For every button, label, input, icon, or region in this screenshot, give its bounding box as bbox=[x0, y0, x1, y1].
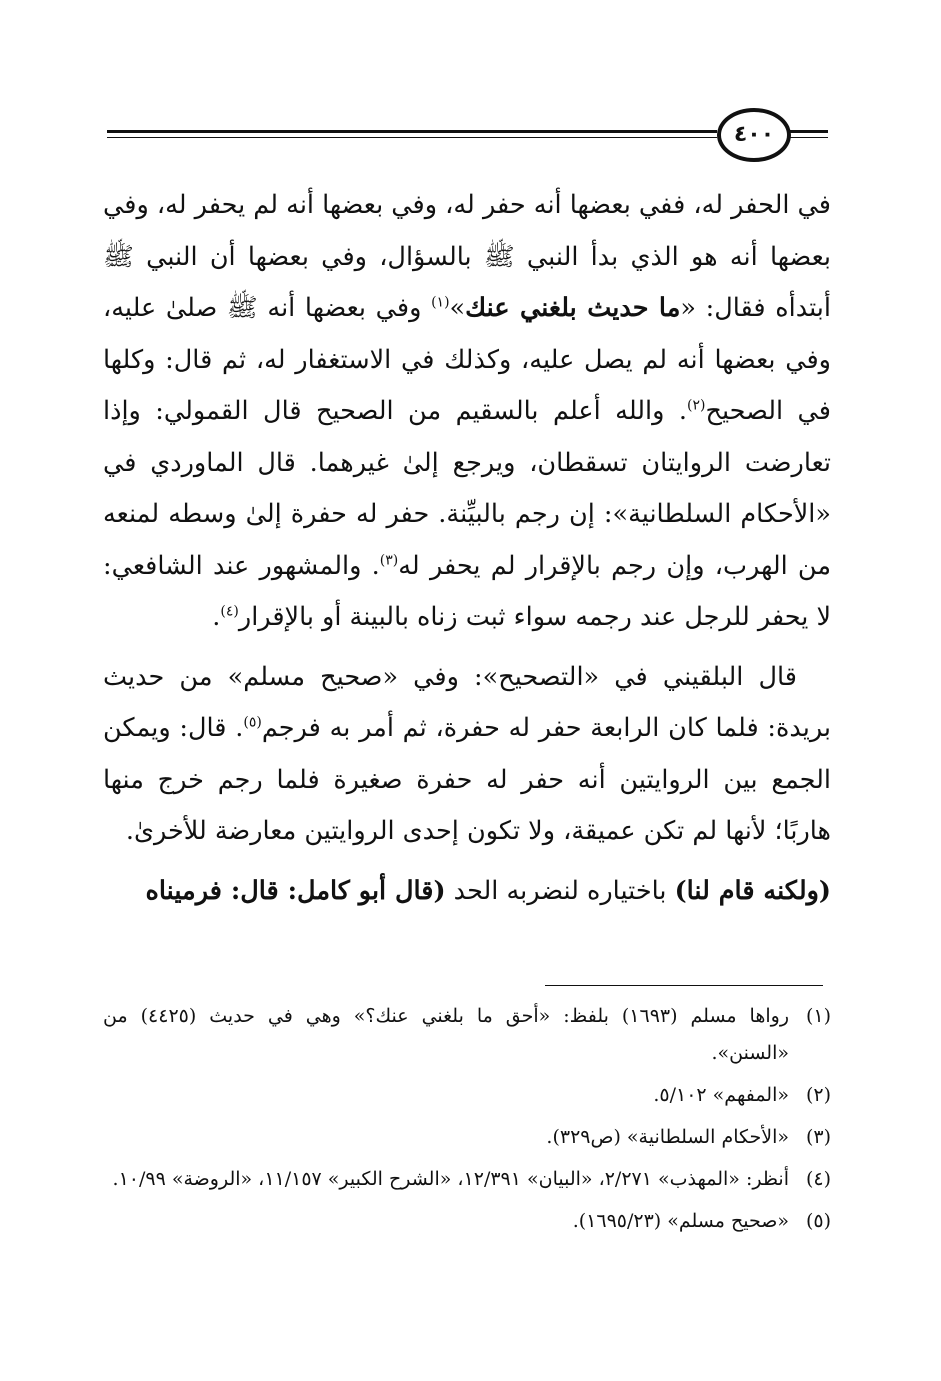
footnote-text: رواها مسلم (١٦٩٣) بلفظ: «أحق ما بلغني عنك؟» وهي في حديث (٤٤٢٥) من «السنن». bbox=[103, 1005, 789, 1064]
footnote-text: أنظر: «المهذب» ٢/٢٧١، «البيان» ١٢/٣٩١، «الشرح الكبير» ١١/١٥٧، «الروضة» ١٠/٩٩. bbox=[112, 1168, 789, 1190]
text-run: باختياره لنضربه الحد bbox=[445, 875, 675, 906]
footnote-ref-4[interactable]: (٤) bbox=[220, 603, 239, 620]
footnote-number: (٥) bbox=[805, 1210, 831, 1232]
bold-matn: (قال أبو كامل: قال: فرميناه bbox=[145, 875, 446, 906]
footnote-number: (١) bbox=[805, 1005, 831, 1027]
footnote-separator bbox=[545, 985, 823, 986]
paragraph-1 bbox=[103, 180, 831, 644]
footnote-5 bbox=[103, 1203, 831, 1240]
main-text bbox=[103, 180, 831, 925]
page-number: ٤٠٠ bbox=[733, 122, 775, 147]
footnote-ref-1[interactable]: (١) bbox=[431, 294, 450, 311]
text-run: قال البلقيني في «التصحيح»: وفي «صحيح مسلم» من حديث بريدة: فلما كان الرابعة حفر له حفرة، ثم أمر به فرجم bbox=[103, 661, 832, 743]
text-run: في الحفر له، ففي بعضها أنه حفر له، وفي بعضها أنه لم يحفر له، وفي بعضها أنه هو الذي بدأ النبي ﷺ بالسؤال، وفي بعضها أن النبي ﷺ أبتدأه فقال: « bbox=[103, 190, 831, 323]
paragraph-3 bbox=[103, 866, 831, 918]
footnote-ref-2[interactable]: (٢) bbox=[687, 397, 706, 414]
footnote-number: (٣) bbox=[805, 1126, 831, 1148]
footnote-1 bbox=[103, 998, 831, 1072]
footnote-3 bbox=[103, 1119, 831, 1156]
footnotes bbox=[103, 998, 831, 1245]
bold-quote: ما حديث بلغني عنك bbox=[465, 293, 681, 323]
bold-matn: (ولكنه قام لنا) bbox=[674, 875, 831, 906]
footnote-ref-3[interactable]: (٣) bbox=[379, 552, 399, 568]
page-number-badge bbox=[717, 108, 791, 162]
text-run: وفي بعضها أنه ﷺ صلىٰ عليه، وفي بعضها أنه لم يصل عليه، وكذلك في الاستغفار له، ثم قال: وكلها في الصحيح bbox=[103, 293, 831, 426]
footnote-text: «المفهم» ٥/١٠٢. bbox=[653, 1084, 789, 1106]
header-rule-right bbox=[790, 130, 828, 138]
text-run: . والله أعلم بالسقيم من الصحيح قال القمولي: وإذا تعارضت الروايتان تسقطان، ويرجع إلىٰ غيرهما. قال الماوردي في «الأحكام السلطانية»: إن رجم بالبيِّنة. حفر له حفرة إلىٰ وسطه لمنعه من الهرب، وإن رجم بالإقرار لم يحفر له bbox=[103, 396, 832, 581]
footnote-number: (٢) bbox=[805, 1084, 831, 1106]
paragraph-2 bbox=[103, 652, 831, 858]
text-run: . قال: ويمكن الجمع بين الروايتين أنه حفر له حفرة صغيرة فلما رجم خرج منها هاربًا؛ لأنها لم تكن عميقة، ولا تكون إحدى الروايتين معارضة للأخرىٰ. bbox=[103, 713, 831, 846]
header-rule-left bbox=[107, 130, 717, 138]
text-run: . bbox=[212, 602, 221, 632]
footnote-ref-5[interactable]: (٥) bbox=[243, 714, 262, 731]
footnote-text: «الأحكام السلطانية» (ص٣٢٩). bbox=[546, 1126, 789, 1148]
footnote-2 bbox=[103, 1077, 831, 1114]
text-run: . والمشهور عند الشافعي: لا يحفر للرجل عند رجمه سواء ثبت زناه بالبينة أو بالإقرار bbox=[103, 550, 831, 632]
footnote-text: «صحيح مسلم» (١٦٩٥/٢٣). bbox=[572, 1210, 789, 1232]
text-run: » bbox=[449, 293, 466, 323]
footnote-number: (٤) bbox=[805, 1168, 831, 1190]
footnote-4 bbox=[103, 1161, 831, 1198]
